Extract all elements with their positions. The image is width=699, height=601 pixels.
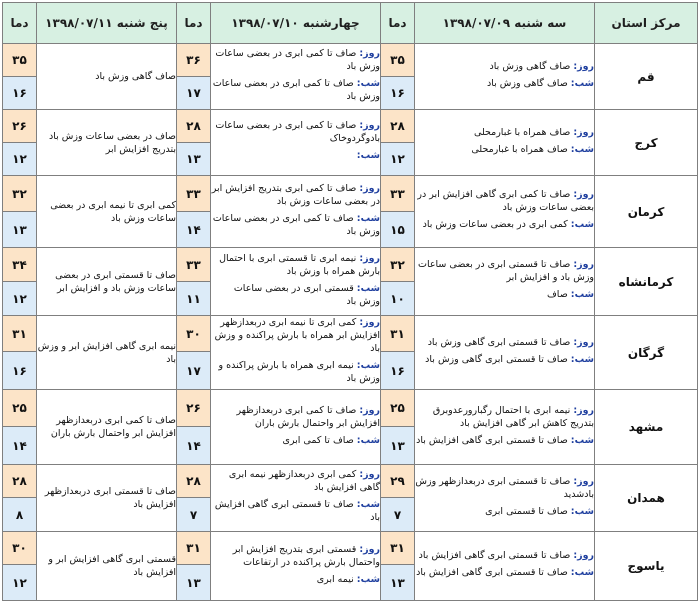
forecast-d2-cell [211,176,381,248]
max-temp: ۳۱ [177,532,211,565]
forecast-text: صاف تا کمی ابری دربعدازظهر افزایش ابر واحتمال بارش باران [50,415,176,439]
day-forecast [211,543,380,569]
forecast-d1-cell [415,532,595,601]
forecast-text: نیمه ابری گاهی افزایش ابر و وزش باد [37,340,176,365]
min-temp: ۱۳ [177,143,211,176]
max-temp: ۲۶ [177,390,211,427]
min-temp: ۷ [177,498,211,532]
night-text: صاف تا کمی ابری [282,434,354,446]
night-text: صاف تا کمی ابری در بعضی ساعات وزش باد [212,212,380,237]
day-label: روز: [573,259,594,270]
day-label: روز: [359,252,380,264]
min-temp: ۱۶ [3,352,37,390]
forecast-d1-cell [415,248,595,316]
day-label: روز: [573,336,594,348]
night-label: شب: [570,143,594,155]
day-forecast [211,119,380,145]
day3-header: پنج شنبه ۱۳۹۸/۰۷/۱۱ [37,3,177,44]
max-temp: ۲۵ [381,390,415,427]
forecast-d2-cell [211,44,381,110]
day-forecast [211,47,380,73]
province-header: مرکز استان [595,3,698,44]
forecast-d1-cell [415,110,595,176]
night-label: شب: [570,567,594,578]
night-label: شب: [570,353,594,365]
day-label: روز: [359,120,380,131]
forecast-d3-cell [37,44,177,110]
night-text: صاف تا قسمتی ابری [485,505,568,517]
day-forecast [211,182,380,208]
day-label: روز: [359,469,380,480]
night-label: شب: [570,505,594,517]
table-row [3,176,698,212]
max-temp: ۳۳ [381,176,415,212]
day-text: صاف تا قسمتی ابری در بعضی ساعات وزش باد و افزایش ابر [418,259,594,283]
temp3-header: دما [3,3,37,44]
day-forecast [211,316,380,355]
forecast-text: صاف تا قسمتی ابری در بعضی ساعات وزش باد و افزایش ابر [55,269,176,294]
day-forecast [415,258,594,284]
day-label: روز: [359,543,380,555]
night-text: صاف تا قسمتی ابری گاهی افزایش باد [416,434,568,446]
min-temp: ۱۶ [381,77,415,110]
forecast-text: صاف گاهی وزش باد [95,71,176,82]
night-forecast [211,573,380,586]
day-label: روز: [573,189,594,200]
forecast-d2-cell [211,532,381,601]
day-text: صاف تا قسمتی ابری گاهی وزش باد [427,336,571,348]
min-temp: ۱۴ [177,427,211,465]
province-name: کرج [595,110,698,176]
max-temp: ۲۶ [3,110,37,143]
forecast-d3-cell [37,110,177,176]
day-label: روز: [359,47,380,59]
day-forecast [415,336,594,349]
max-temp: ۳۰ [3,532,37,565]
night-label: شب: [570,289,594,300]
header-row [3,3,698,44]
table-row [3,110,698,143]
table-row [3,465,698,498]
min-temp: ۱۳ [177,565,211,601]
night-text: کمی ابری در بعضی ساعات وزش باد [422,219,568,230]
day-text: صاف تا کمی ابری دربعدازظهر افزایش ابر واحتمال بارش باران [236,404,380,429]
night-label: شب: [356,360,380,371]
night-forecast [415,143,594,156]
night-forecast [415,566,594,579]
temp1-header: دما [381,3,415,44]
night-label: شب: [356,150,380,161]
max-temp: ۳۴ [3,248,37,282]
max-temp: ۳۲ [381,248,415,282]
min-temp: ۱۲ [3,282,37,316]
night-forecast [415,505,594,518]
max-temp: ۳۲ [3,176,37,212]
day-text: صاف گاهی وزش باد [489,60,571,72]
night-label: شب: [356,77,380,89]
day-forecast [415,188,594,214]
forecast-d3-cell [37,390,177,465]
forecast-d3-cell [37,465,177,532]
night-text: صاف تا قسمتی ابری گاهی افزایش باد [214,499,380,523]
day-text: قسمتی ابری بتدریج افزایش ابر واحتمال بارش پراکنده در ارتفاعات [232,543,380,568]
forecast-body [3,44,698,601]
night-text: قسمتی ابری در بعضی ساعات وزش باد [233,282,380,307]
forecast-d1-cell [415,44,595,110]
min-temp: ۱۳ [3,212,37,248]
day-label: روز: [573,60,594,72]
night-text: صاف [546,289,568,300]
province-name: گرگان [595,316,698,390]
day-label: روز: [359,317,380,328]
day-text: کمی ابری دربعدازظهر نیمه ابری گاهی افزایش باد [228,469,380,493]
forecast-d1-cell [415,176,595,248]
night-forecast [211,212,380,238]
table-row [3,532,698,565]
day-text: صاف تا کمی ابری گاهی افزایش ابر در بعضی ساعات وزش باد [417,189,594,213]
day-label: روز: [573,550,594,561]
table-row [3,248,698,282]
day-label: روز: [359,182,380,194]
night-label: شب: [570,219,594,230]
day-text: صاف همراه با غبارمحلی [473,126,571,138]
day-forecast [211,404,380,430]
max-temp: ۳۱ [3,316,37,352]
day-text: صاف تا کمی ابری بتدریج افزایش ابر در بعضی ساعات وزش باد [211,182,380,207]
night-forecast [415,353,594,366]
min-temp: ۱۵ [381,212,415,248]
night-forecast [415,77,594,90]
forecast-table [2,2,698,601]
min-temp: ۱۴ [3,427,37,465]
forecast-text: صاف در بعضی ساعات وزش باد بتدریج افزایش ابر [48,130,176,155]
max-temp: ۲۸ [381,110,415,143]
night-forecast [211,149,380,162]
min-temp: ۱۷ [177,77,211,110]
night-label: شب: [570,77,594,89]
max-temp: ۲۵ [3,390,37,427]
day-text: صاف تا قسمتی ابری دربعدازظهر وزش بادشدید [415,475,594,500]
forecast-container [2,2,697,601]
max-temp: ۲۸ [177,465,211,498]
max-temp: ۳۱ [381,316,415,352]
forecast-d3-cell [37,248,177,316]
forecast-d2-cell [211,316,381,390]
forecast-d1-cell [415,465,595,532]
night-label: شب: [356,499,380,510]
min-temp: ۱۲ [3,565,37,601]
night-label: شب: [356,282,380,294]
province-name: قم [595,44,698,110]
table-row [3,316,698,352]
min-temp: ۱۷ [177,352,211,390]
min-temp: ۱۶ [381,352,415,390]
day-label: روز: [573,126,594,138]
min-temp: ۱۲ [381,143,415,176]
table-row [3,390,698,427]
night-text: صاف همراه با غبارمحلی [471,143,568,155]
max-temp: ۳۳ [177,248,211,282]
night-text: نیمه ابری [316,573,354,585]
min-temp: ۱۱ [177,282,211,316]
night-text: صاف تا کمی ابری در بعضی ساعات وزش باد [212,77,380,102]
night-forecast [211,434,380,447]
forecast-d2-cell [211,110,381,176]
day-text: صاف تا قسمتی ابری گاهی افزایش باد [418,550,571,561]
max-temp: ۳۶ [177,44,211,77]
max-temp: ۲۹ [381,465,415,498]
forecast-text: قسمتی ابری گاهی افزایش ابر و افزایش باد [48,554,176,578]
temp2-header: دما [177,3,211,44]
min-temp: ۸ [3,498,37,532]
day-forecast [415,404,594,430]
day-forecast [211,252,380,278]
max-temp: ۲۸ [3,465,37,498]
day-text: صاف تا کمی ابری در بعضی ساعات بادوگردوخاک [215,120,380,144]
day-forecast [415,126,594,139]
min-temp: ۱۲ [3,143,37,176]
night-text: صاف تا قسمتی ابری گاهی وزش باد [425,353,568,365]
max-temp: ۳۳ [177,176,211,212]
province-name: مشهد [595,390,698,465]
day-label: روز: [359,404,380,416]
day-forecast [415,549,594,562]
forecast-d2-cell [211,248,381,316]
day-text: نیمه ابری تا قسمتی ابری با احتمال بارش همراه با وزش باد [219,252,380,277]
min-temp: ۱۰ [381,282,415,316]
night-label: شب: [356,434,380,446]
max-temp: ۳۵ [381,44,415,77]
forecast-d3-cell [37,176,177,248]
day-label: روز: [573,404,594,416]
day2-header: چهارشنبه ۱۳۹۸/۰۷/۱۰ [211,3,381,44]
day-text: نیمه ابری با احتمال رگبارورعدوبرق بتدریج کاهش ابر گاهی افزایش باد [432,404,594,429]
province-name: کرمانشاه [595,248,698,316]
forecast-text: صاف تا قسمتی ابری دربعدازظهر افزایش باد [44,486,176,510]
day-forecast [415,475,594,501]
night-text: نیمه ابری همراه با بارش پراکنده و وزش باد [218,360,380,384]
night-text: صاف گاهی وزش باد [487,77,568,89]
max-temp: ۲۸ [177,110,211,143]
max-temp: ۳۱ [381,532,415,565]
min-temp: ۱۶ [3,77,37,110]
forecast-d1-cell [415,316,595,390]
forecast-d2-cell [211,465,381,532]
day1-header: سه شنبه ۱۳۹۸/۰۷/۰۹ [415,3,595,44]
min-temp: ۱۴ [177,212,211,248]
province-name: یاسوج [595,532,698,601]
night-text: صاف تا قسمتی ابری گاهی افزایش باد [416,567,568,578]
min-temp: ۷ [381,498,415,532]
max-temp: ۳۰ [177,316,211,352]
night-forecast [211,282,380,308]
forecast-text: کمی ابری تا نیمه ابری در بعضی ساعات وزش باد [50,199,176,224]
night-forecast [211,77,380,103]
forecast-d3-cell [37,316,177,390]
night-label: شب: [356,212,380,224]
forecast-d3-cell [37,532,177,601]
night-forecast [211,498,380,524]
forecast-d2-cell [211,390,381,465]
table-row [3,44,698,77]
province-name: همدان [595,465,698,532]
day-text: کمی ابری تا نیمه ابری دربعدازظهر افزایش ابر همراه با بارش پراکنده و وزش باد [214,317,380,354]
day-text: صاف تا کمی ابری در بعضی ساعات وزش باد [215,47,380,72]
day-forecast [211,468,380,494]
night-label: شب: [570,434,594,446]
max-temp: ۳۵ [3,44,37,77]
min-temp: ۱۳ [381,565,415,601]
night-forecast [211,359,380,385]
night-forecast [415,218,594,231]
day-label: روز: [573,475,594,487]
night-label: شب: [356,573,380,585]
forecast-d1-cell [415,390,595,465]
min-temp: ۱۳ [381,427,415,465]
night-forecast [415,434,594,447]
day-forecast [415,60,594,73]
province-name: کرمان [595,176,698,248]
night-forecast [415,288,594,301]
